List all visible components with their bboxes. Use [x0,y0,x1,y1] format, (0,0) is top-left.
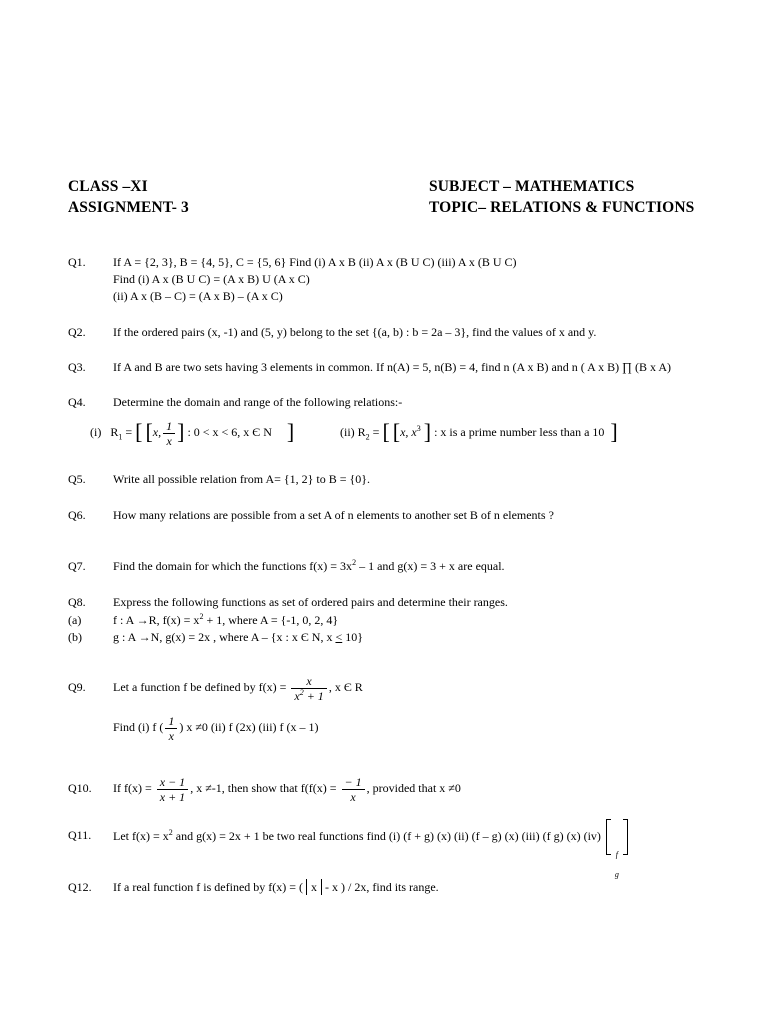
exponent: 2 [299,687,304,697]
question-number: Q7. [68,559,86,573]
question-number: Q12. [68,880,92,894]
inner-bracket-open: [ [392,419,401,444]
topic-label: TOPIC– RELATIONS & FUNCTIONS [429,199,695,216]
part-text: 10} [342,630,363,644]
fraction-numerator: x − 1 [159,774,186,789]
inner-bracket-close: ] [423,419,432,444]
class-label: CLASS –XI [68,178,148,195]
exponent: 2 [199,612,204,621]
absolute-value: x [306,879,322,895]
question-body [113,254,517,305]
question-number: Q10. [68,781,92,795]
fraction-denominator: x [165,728,177,743]
fraction-numerator: 1 [168,713,175,728]
question-number: Q2. [68,325,86,339]
relation-subscript: 1 [118,432,123,442]
question-number: Q11. [68,828,92,842]
denominator-tail: + 1 [303,688,324,703]
part-text: g : A →N, g(x) = 2x , where A – {x : x Є N, x [113,630,336,644]
question-text: and g(x) = 2x + 1 be two real functions find (i) (f + g) (x) (ii) (f – g) (x) (iii) (f g) (x) (iv) [172,829,601,843]
question-body [113,879,439,896]
question-body [113,670,363,704]
question-text: , x Є R [328,680,363,694]
question-9-find [68,710,748,744]
inner-bracket-open: [ [145,419,153,444]
relation-condition: : x is a prime number less than a 10 [434,425,605,439]
fraction-numerator: x [306,673,312,688]
equals-sign: = [122,425,136,439]
question-text: Find the domain for which the functions f(x) = 3x [113,559,353,573]
question-body [113,818,628,880]
question-text: - x ) / 2x, find its range. [322,880,439,894]
question-body [113,710,319,744]
question-body: Determine the domain and range of the following relations:- [113,395,403,409]
outer-bracket-open: [ [135,419,143,444]
question-line: Find (i) A x (B U C) = (A x B) U (A x C) [113,272,310,286]
part-label: (i) [90,425,102,439]
question-number: Q3. [68,360,86,374]
part-body [113,612,338,629]
leq-symbol: < [335,630,343,644]
question-body: Express the following functions as set of ordered pairs and determine their ranges. [113,595,508,609]
fraction-denominator [291,688,326,703]
fraction-minus-1-over-x [342,775,365,804]
subject-label: SUBJECT – MATHEMATICS [429,178,635,195]
fraction-1-over-x [165,714,177,743]
fraction-1-over-x [163,419,175,448]
question-9 [68,670,748,704]
fraction-denominator: x [163,433,175,448]
fraction-x-minus-1-over-x-plus-1 [157,775,188,804]
question-10 [68,771,748,805]
fraction-numerator: 1 [166,418,173,433]
outer-bracket-close: ] [286,419,295,444]
question-line: (ii) A x (B – C) = (A x B) – (A x C) [113,289,283,303]
exponent: 2 [168,828,173,837]
relation-subscript: 2 [365,432,370,442]
relation-condition: : 0 < x < 6, x Є N [187,425,272,439]
question-number: Q1. [68,255,86,269]
part-body [113,629,363,646]
fraction-x-over-x2-plus-1 [291,674,326,703]
question-body: If A and B are two sets having 3 elements in common. If n(A) = 5, n(B) = 4, find n (A x B) and n ( A x B) ∏ (B x A) [113,360,672,374]
question-body [113,558,505,575]
equals-sign: = [369,425,383,439]
question-number: Q8. [68,595,86,609]
relation-name: R [110,425,119,439]
outer-bracket-close: ] [610,419,618,444]
question-text: Let f(x) = x [113,829,169,843]
outer-bracket-open: [ [382,419,390,444]
f-over-g-bracket [606,819,628,880]
question-text: If a real function f is defined by f(x) = ( [113,880,307,894]
part-label: (b) [68,630,82,644]
exponent: 3 [416,424,421,433]
part-label: (a) [68,613,82,627]
pair-x: x, x [400,425,417,439]
question-body: Write all possible relation from A= {1, 2} to B = {0}. [113,472,371,486]
relation-r2 [340,414,618,450]
assignment-label: ASSIGNMENT- 3 [68,199,189,216]
relation-r1 [90,414,294,450]
question-text: , x ≠-1, then show that f(f(x) = [190,781,340,795]
question-body [113,771,461,805]
question-text: , provided that x ≠0 [366,781,461,795]
question-line: If A = {2, 3}, B = {4, 5}, C = {5, 6} Find (i) A x B (ii) A x (B U C) (iii) A x (B U C) [113,255,517,269]
question-text: – 1 and g(x) = 3 + x are equal. [356,559,505,573]
part-text: + 1, where A = {-1, 0, 2, 4} [203,613,339,627]
inner-bracket-close: ] [177,419,185,444]
question-number: Q5. [68,472,86,486]
fraction-denominator: x [342,789,365,804]
question-11 [68,818,748,880]
question-number: Q6. [68,508,86,522]
f-label: f [615,850,619,860]
fraction-denominator: x + 1 [157,789,188,804]
fraction-numerator: − 1 [344,774,362,789]
question-body: How many relations are possible from a set A of n elements to another set B of n elements ? [113,508,554,522]
part-text: f : A →R, f(x) = x [113,613,200,627]
question-text: ) x ≠0 (ii) f (2x) (iii) f (x – 1) [179,720,319,734]
question-number: Q4. [68,395,86,409]
part-label: (ii) R [340,425,366,439]
pair-x: x, [152,425,162,439]
denominator-base: x [294,688,300,703]
question-body: If the ordered pairs (x, -1) and (5, y) belong to the set {(a, b) : b = 2a – 3}, find the values of x and y. [113,325,597,339]
question-text: Find (i) f ( [113,720,164,734]
exponent: 2 [352,558,357,567]
question-number: Q9. [68,680,86,694]
question-text: If f(x) = [113,781,155,795]
question-text: Let a function f be defined by f(x) = [113,680,290,694]
g-label: g [614,870,619,880]
